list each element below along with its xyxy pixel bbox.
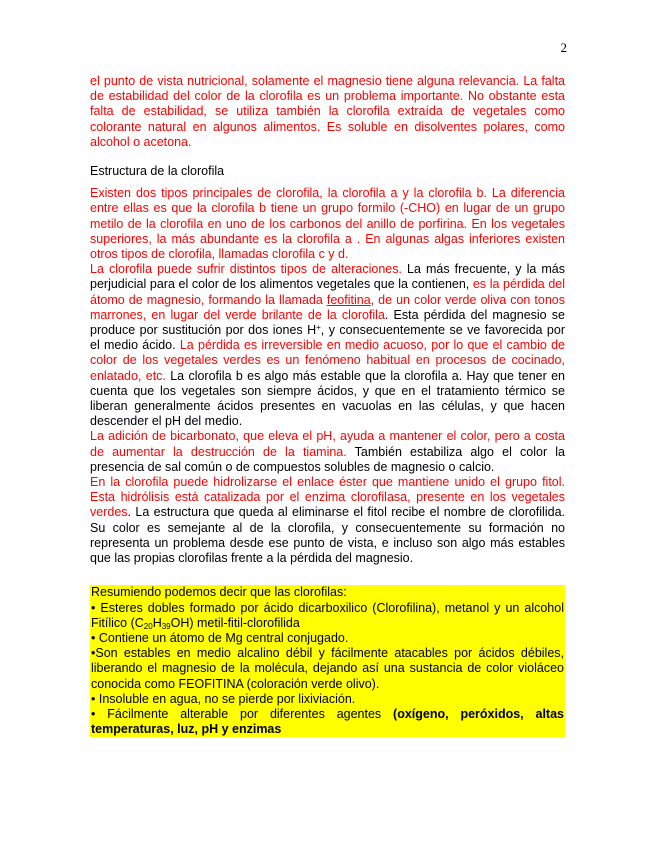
- summary-text: • Esteres dobles formado por ácido dicarboxilico (Clorofilina), metanol y un alcohol Fitílico (C: [91, 600, 564, 630]
- subscript-20: 20: [143, 621, 153, 631]
- summary-text: OH) metil-fitil-clorofilida: [170, 615, 300, 630]
- text-red: La adición de bicarbonato, que eleva el pH, ayuda a mantener el color, pero a costa de aumentar la destrucción de la tiamina.: [90, 429, 565, 459]
- text-red: es la pérdida del átomo de magnesio, formando la llamada: [90, 277, 566, 307]
- text-red: , de un color verde oliva con tonos marrones, en lugar del verde brilante de la clorofila: [90, 292, 565, 322]
- section-heading: Estructura de la clorofila: [90, 164, 225, 179]
- text-black: . La estructura que queda al eliminarse el fitol recibe el nombre de clorofilida. Su color es semejante al de la clorofila, y consecuentemente su formación no representa un problema desde ese punto de vista, e incluso son algo más estables que las propias clorofilas frente a la pérdida del magnesio.: [90, 505, 565, 566]
- paragraph-chlorophyll-types: Existen dos tipos principales de clorofila, la clorofila a y la clorofila b. La diferencia entre ellas es que la clorofila b tiene un grupo formilo (-CHO) en lugar de un grupo metilo de la clorofila en uno de los carbonos del anillo de porfirina. En los vegetales superiores, la más abundante es la clorofila a . En algunas algas inferiores existen otros tipos de clorofila, llamadas clorofila c y d.: [90, 186, 565, 262]
- paragraph-intro: el punto de vista nutricional, solamente el magnesio tiene alguna relevancia. La falta de estabilidad del color de la clorofila es un problema importante. No obstante esta falta de estabilidad, se utiliza también la clorofila extraída de vegetales como colorante natural en algunos alimentos. Es soluble en disolventes polares, como alcohol o acetona.: [90, 74, 565, 149]
- paragraph-hydrolysis: [90, 475, 565, 566]
- text-black: La más frecuente, y la más perjudicial para el color de los alimentos vegetales que la contienen,: [90, 262, 565, 292]
- document-body: [90, 74, 565, 737]
- summary-bullet-alterable: [91, 707, 564, 737]
- summary-bold-agents: (oxígeno, peróxidos, altas temperaturas, luz, pH y enzimas: [91, 706, 564, 737]
- text-black: . Esta pérdida del magnesio se produce por sustitución por dos iones H: [90, 307, 565, 338]
- text-black: La clorofila b es algo más estable que la clorofila a. Hay que tener en cuenta que los vegetales son siempre ácidos, y que en el tratamiento térmico se liberan generalmente ácidos presentes en vacuolas en las células, y que hacen descender el pH del medio.: [90, 368, 565, 429]
- summary-bullet-insoluble: • Insoluble en agua, no se pierde por lixiviación.: [91, 691, 356, 706]
- paragraph-alterations: [90, 262, 565, 429]
- text-red: La pérdida es irreversible en medio acuoso, por lo que el cambio de color de los vegetales verdes es un fenómeno habitual en procesos de cocinado, enlatado, etc.: [90, 338, 565, 383]
- page-number: 2: [560, 40, 567, 55]
- summary-bullet-esters: [91, 601, 564, 631]
- text-black: , y consecuentemente se ve favorecida por el medio ácido.: [90, 323, 565, 353]
- text-red: La clorofila puede sufrir distintos tipos de alteraciones.: [90, 262, 402, 277]
- summary-bullet-mg: • Contiene un átomo de Mg central conjugado.: [91, 630, 349, 645]
- summary-highlight-box: [90, 585, 565, 737]
- summary-text: H: [152, 615, 162, 630]
- summary-text: • Fácilmente alterable por diferentes agentes: [91, 706, 394, 721]
- paragraph-bicarbonate: [90, 429, 565, 475]
- summary-intro: Resumiendo podemos decir que las clorofilas:: [91, 585, 347, 600]
- text-red: En la clorofila puede hidrolizarse el enlace éster que mantiene unido el grupo fitol. Esta hidrólisis está catalizada por el enzima clorofilasa, presente en los vegetales verdes: [90, 475, 565, 520]
- superscript-plus: +: [316, 323, 321, 333]
- subscript-39: 39: [161, 621, 171, 631]
- summary-bullet-stability: •Son estables en medio alcalino débil y fácilmente atacables por ácidos débiles, liberando el magnesio de la molécula, dejando así una sustancia de color violáceo conocida como FEOFITINA (coloración verde olivo).: [91, 646, 564, 691]
- text-black: También estabiliza algo el color la presencia de sal común o de compuestos solubles de magnesio o calcio.: [90, 444, 565, 474]
- text-feofitina-underlined: feofitina: [326, 292, 371, 307]
